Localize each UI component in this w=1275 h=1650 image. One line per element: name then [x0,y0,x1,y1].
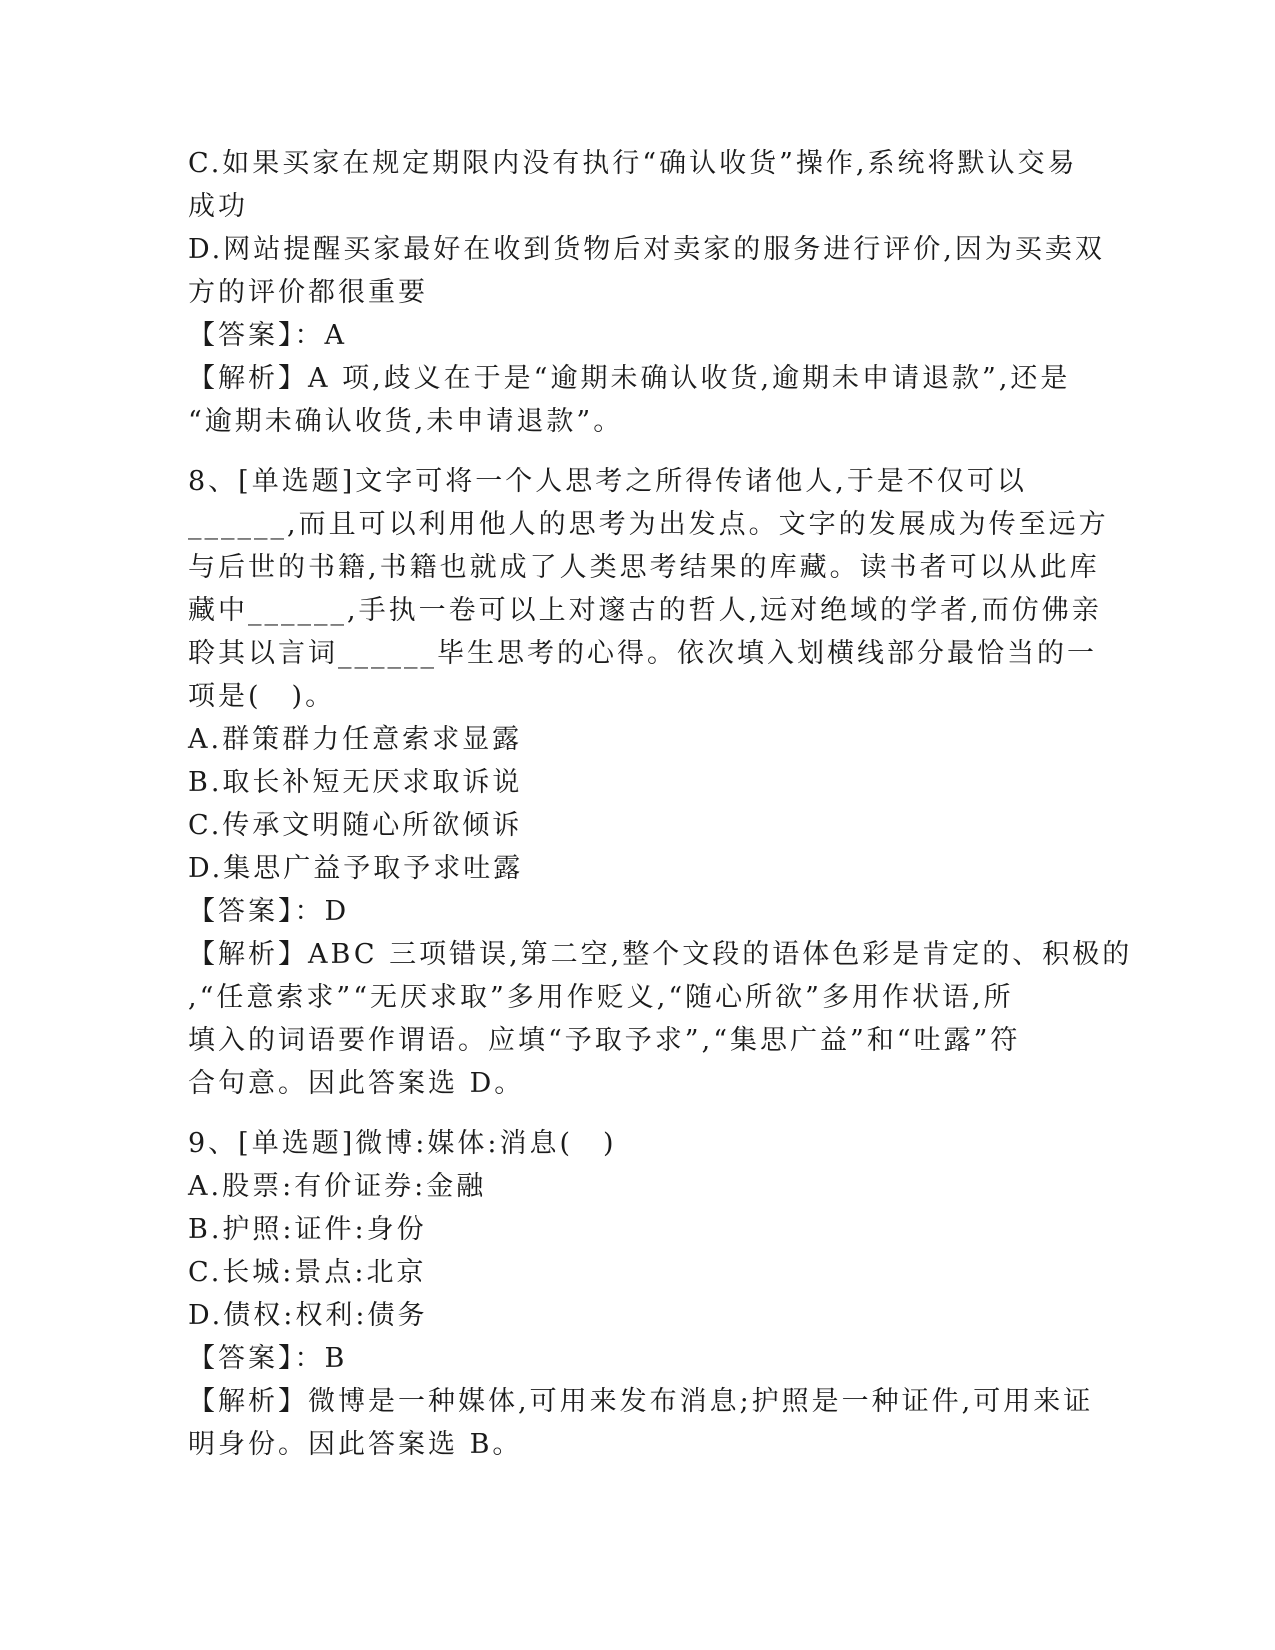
analysis-line-1: 【解析】A 项,歧义在于是“逾期未确认收货,逾期未申请退款”,还是 [188,363,1071,394]
spacer [188,1105,1088,1122]
question-stem [188,460,1109,718]
analysis-line-2: ,“任意索求”“无厌求取”多用作贬义,“随心所欲”多用作状语,所 [188,982,1014,1013]
answer: 【答案】：B [188,1343,348,1374]
analysis-line-1: 【解析】微博是一种媒体,可用来发布消息;护照是一种证件,可用来证 [188,1386,1094,1417]
stem-line-6: 项是( )。 [188,681,336,712]
option-a: A.群策群力任意索求显露 [188,724,523,755]
option-d: D.债权:权利:债务 [188,1300,428,1331]
question-7-tail [188,142,1105,443]
option-c-line-2: 成功 [188,191,248,222]
analysis [188,357,1088,443]
option-c-line-1: C.如果买家在规定期限内没有执行“确认收货”操作,系统将默认交易 [188,148,1078,179]
analysis [188,933,1133,1105]
option-d-line-1: D.网站提醒买家最好在收到货物后对卖家的服务进行评价,因为买卖双 [188,234,1105,265]
option-d-line-2: 方的评价都很重要 [188,277,428,308]
option-c: C.传承文明随心所欲倾诉 [188,810,523,841]
stem-line-2: ______,而且可以利用他人的思考为出发点。文字的发展成为传至远方 [188,509,1109,540]
analysis-line-2: 明身份。因此答案选 B。 [188,1429,523,1460]
option-c [188,142,1088,228]
analysis-line-1: 【解析】ABC 三项错误,第二空,整个文段的语体色彩是肯定的、积极的 [188,939,1133,970]
analysis-line-3: 填入的词语要作谓语。应填“予取予求”,“集思广益”和“吐露”符 [188,1025,1021,1056]
option-c: C.长城:景点:北京 [188,1257,427,1288]
question-8 [188,460,1133,1105]
stem-line-3: 与后世的书籍,书籍也就成了人类思考结果的库藏。读书者可以从此库 [188,552,1100,583]
analysis-line-2: “逾期未确认收货,未申请退款”。 [188,406,624,437]
option-b: B.护照:证件:身份 [188,1214,427,1245]
spacer [188,443,1088,460]
answer: 【答案】：D [188,896,350,927]
analysis-line-4: 合句意。因此答案选 D。 [188,1068,525,1099]
option-a: A.股票:有价证券:金融 [188,1171,487,1202]
question-stem: 9、[单选题]微博:媒体:消息( ) [188,1128,617,1159]
question-9 [188,1122,1094,1466]
analysis [188,1380,1094,1466]
document-page [188,142,1133,1466]
stem-line-1: 8、[单选题]文字可将一个人思考之所得传诸他人,于是不仅可以 [188,466,1027,497]
stem-line-5: 聆其以言词______毕生思考的心得。依次填入划横线部分最恰当的一 [188,638,1097,669]
option-d [188,228,1105,314]
answer: 【答案】：A [188,320,347,351]
stem-line-4: 藏中______,手执一卷可以上对邃古的哲人,远对绝域的学者,而仿佛亲 [188,595,1102,626]
option-b: B.取长补短无厌求取诉说 [188,767,523,798]
option-d: D.集思广益予取予求吐露 [188,853,524,884]
